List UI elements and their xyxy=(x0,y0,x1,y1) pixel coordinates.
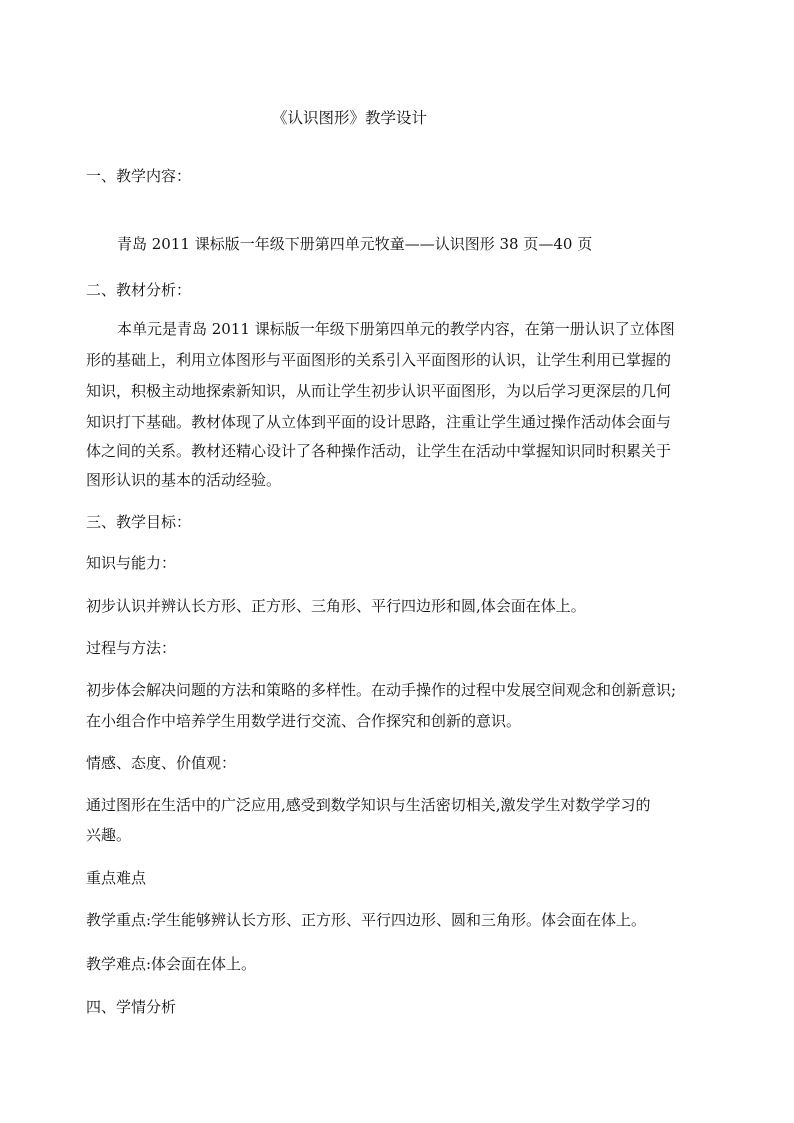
analysis-line-6: 图形认识的基本的活动经验。 xyxy=(86,471,282,489)
goal-body-process-line-1: 初步体会解决问题的方法和策略的多样性。在动手操作的过程中发展空间观念和创新意识; xyxy=(86,681,677,699)
analysis-line-3: 知识，积极主动地探索新知识，从而让学生初步认识平面图形，为以后学习更深层的几何 xyxy=(86,382,672,400)
analysis-line-2: 形的基础上，利用立体图形与平面图形的关系引入平面图形的认识，让学生利用已掌握的 xyxy=(86,351,672,369)
goal-heading-emotion: 情感、态度、价值观： xyxy=(86,754,237,772)
section-heading-analysis: 二、教材分析： xyxy=(86,281,192,299)
goal-body-emotion-line-1: 通过图形在生活中的广泛应用,感受到数学知识与生活密切相关,激发学生对数学学习的 xyxy=(86,796,651,814)
section-heading-content: 一、教学内容： xyxy=(86,167,192,185)
goal-body-knowledge: 初步认识并辨认长方形、正方形、三角形、平行四边形和圆,体会面在体上。 xyxy=(86,597,586,615)
section-heading-goals: 三、教学目标： xyxy=(86,513,192,531)
key-points-heading: 重点难点 xyxy=(86,869,147,887)
goal-body-process-line-2: 在小组合作中培养学生用数学进行交流、合作探究和创新的意识。 xyxy=(86,712,522,730)
analysis-line-4: 知识打下基础。教材体现了从立体到平面的设计思路，注重让学生通过操作活动体会面与 xyxy=(86,413,672,431)
analysis-line-1: 本单元是青岛 2011 课标版一年级下册第四单元的教学内容，在第一册认识了立体图 xyxy=(117,320,675,338)
goal-body-emotion-line-2: 兴趣。 xyxy=(86,826,132,844)
section-body-content: 青岛 2011 课标版一年级下册第四单元牧童——认识图形 38 页—40 页 xyxy=(117,235,593,253)
section-heading-student-analysis: 四、学情分析 xyxy=(86,998,177,1016)
difficult-point: 教学难点:体会面在体上。 xyxy=(86,955,257,973)
key-point: 教学重点:学生能够辨认长方形、正方形、平行四边形、圆和三角形。体会面在体上。 xyxy=(86,911,647,929)
analysis-line-5: 体之间的关系。教材还精心设计了各种操作活动，让学生在活动中掌握知识同时积累关于 xyxy=(86,442,672,460)
document-title: 《认识图形》教学设计 xyxy=(272,109,428,127)
goal-heading-process: 过程与方法： xyxy=(86,639,177,657)
goal-heading-knowledge: 知识与能力： xyxy=(86,554,177,572)
